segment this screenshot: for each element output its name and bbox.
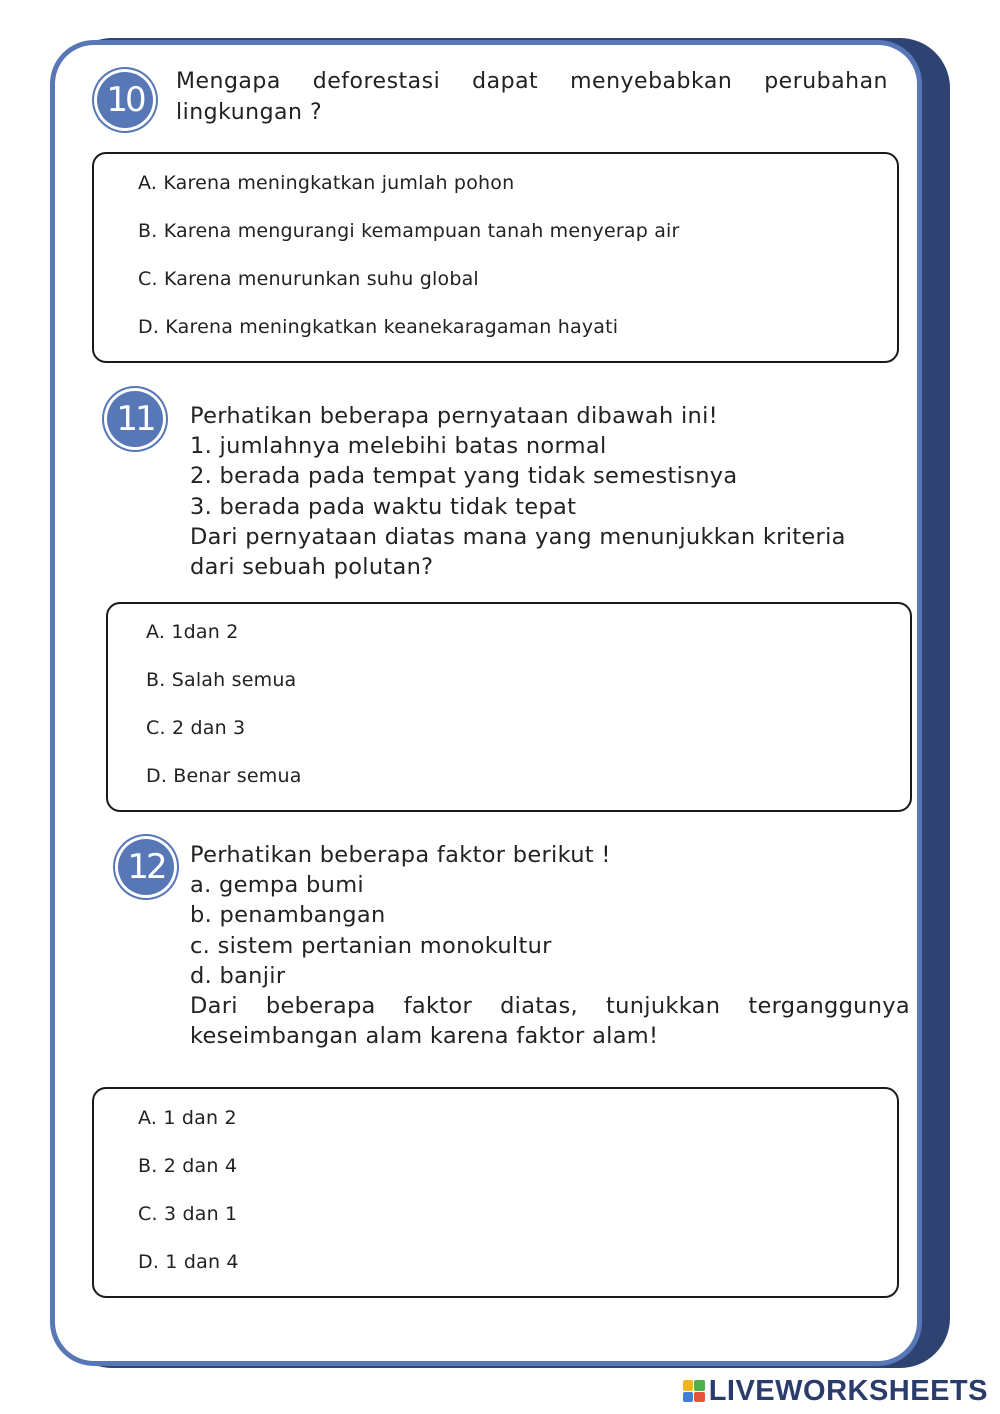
answer-option[interactable]: A. 1 dan 2 — [138, 1107, 237, 1129]
answer-option[interactable]: B. Karena mengurangi kemampuan tanah menyerap air — [138, 220, 680, 242]
question-line: Perhatikan beberapa faktor berikut ! — [190, 842, 611, 868]
question-line: 1. jumlahnya melebihi batas normal — [190, 433, 607, 460]
question-line: Dari pernyataan diatas mana yang menunjukkan kriteria — [190, 523, 846, 550]
question-line: 3. berada pada waktu tidak tepat — [190, 493, 577, 520]
answer-option[interactable]: D. Benar semua — [146, 765, 302, 787]
liveworksheets-logo[interactable] — [683, 1374, 988, 1408]
question-line: c. sistem pertanian monokultur — [190, 932, 552, 959]
logo-square — [694, 1392, 705, 1403]
question-number-badge: 11 — [107, 391, 163, 447]
answer-option[interactable]: C. Karena menurunkan suhu global — [138, 268, 479, 290]
question-text — [190, 840, 910, 1051]
answer-option[interactable]: B. Salah semua — [146, 669, 297, 691]
answer-option[interactable]: A. 1dan 2 — [146, 621, 239, 643]
question-number-badge: 10 — [97, 72, 153, 128]
answer-option[interactable]: D. 1 dan 4 — [138, 1251, 239, 1273]
logo-square — [683, 1392, 694, 1403]
answer-option[interactable]: D. Karena meningkatkan keanekaragaman hayati — [138, 316, 619, 338]
question-line: a. gempa bumi — [190, 872, 364, 899]
answer-option[interactable]: C. 3 dan 1 — [138, 1203, 238, 1225]
question-line: dari sebuah polutan? — [190, 554, 434, 581]
liveworksheets-icon — [683, 1380, 705, 1402]
logo-square — [694, 1380, 705, 1391]
answer-option[interactable]: C. 2 dan 3 — [146, 717, 246, 739]
logo-square — [683, 1380, 694, 1391]
question-text — [190, 401, 910, 582]
question-line: b. penambangan — [190, 902, 386, 929]
question-number-badge: 12 — [118, 839, 174, 895]
question-line: 2. berada pada tempat yang tidak semestisnya — [190, 463, 738, 490]
question-text: Mengapa deforestasi dapat menyebabkan perubahan lingkungan ? — [176, 69, 888, 125]
answer-option[interactable]: B. 2 dan 4 — [138, 1155, 238, 1177]
answer-option[interactable]: A. Karena meningkatkan jumlah pohon — [138, 172, 515, 194]
question-line: d. banjir — [190, 962, 286, 989]
question-closing: Dari beberapa faktor diatas, tunjukkan terganggunya keseimbangan alam karena faktor alam! — [190, 993, 910, 1050]
brand-name: LIVEWORKSHEETS — [708, 1374, 988, 1407]
question-line: Perhatikan beberapa pernyataan dibawah ini! — [190, 403, 718, 429]
